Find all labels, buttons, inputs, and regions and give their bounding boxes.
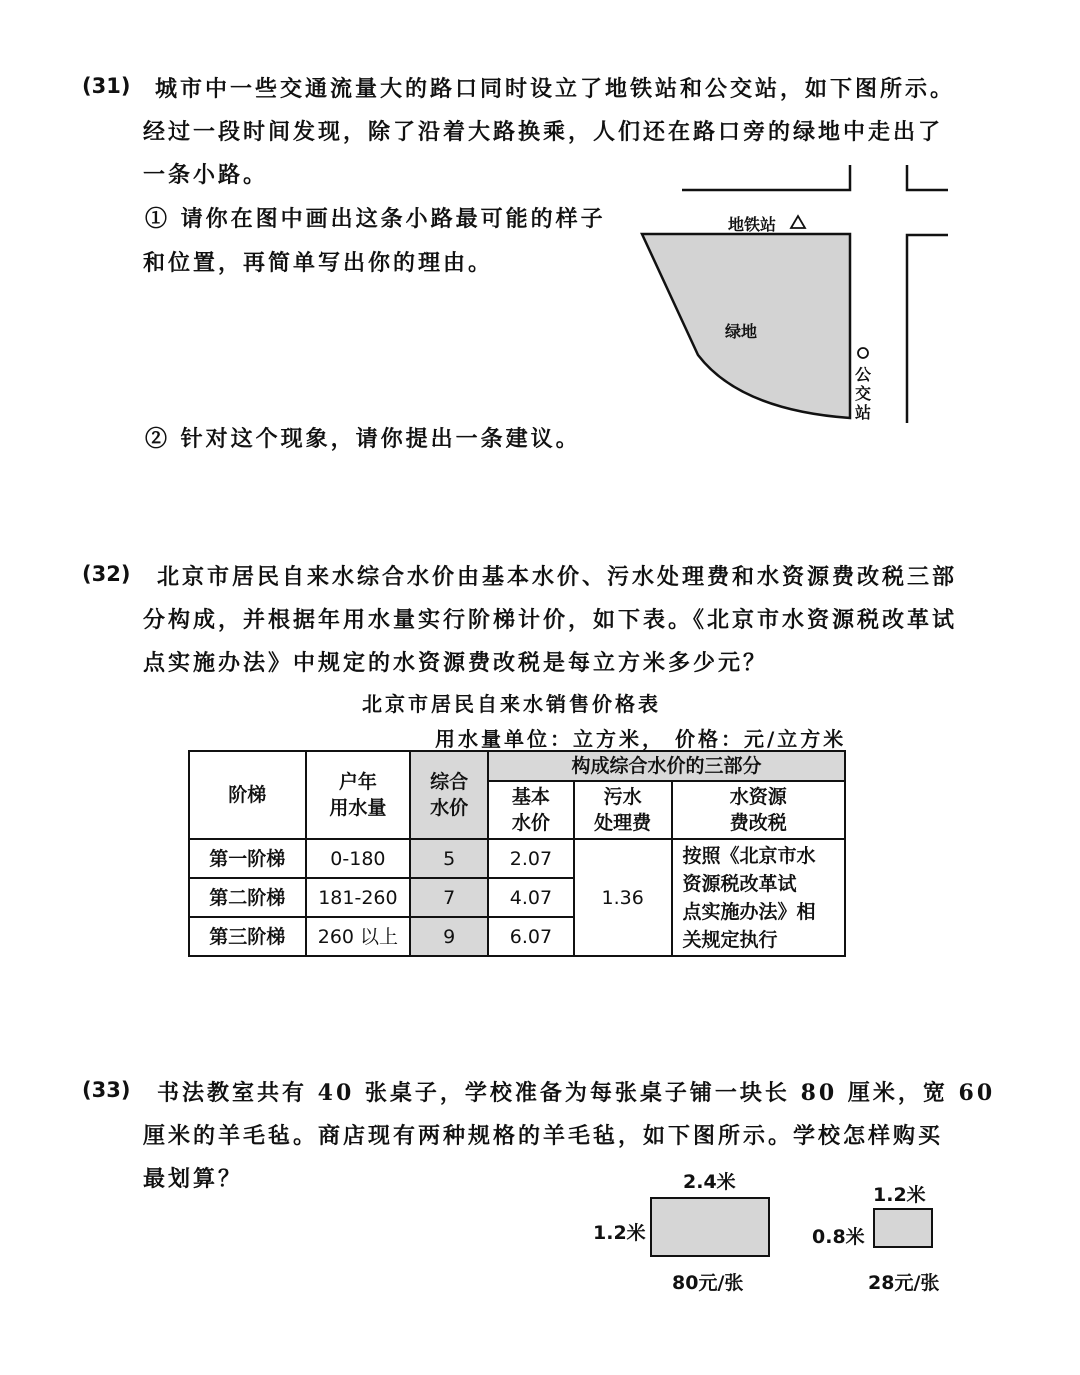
q31-sub1-line2: 和位置，再简单写出你的理由。 [143,250,494,276]
header-total-price: 综合 水价 [410,751,488,839]
header-sewage-fee: 污水 处理费 [574,781,672,839]
usage-cell: 0-180 [306,839,411,878]
header-tier: 阶梯 [189,751,306,839]
header-usage: 户年 用水量 [306,751,411,839]
tier-cell: 第二阶梯 [189,878,306,917]
q31-number: (31) [82,74,131,98]
total-price-cell: 9 [410,917,488,956]
q33-number: (33) [82,1078,131,1102]
basic-price-cell: 2.07 [488,839,574,878]
q33-text-line3: 最划算？ [143,1166,244,1192]
table-row [189,839,845,878]
subway-station-icon [791,216,805,228]
q32-text-line2: 分构成，并根据年用水量实行阶梯计价，如下表。《北京市水资源税改革试 [143,607,958,633]
tier-cell: 第三阶梯 [189,917,306,956]
table-unit: 用水量单位：立方米， 价格：元/立方米 [435,727,847,751]
header-three-parts: 构成综合水价的三部分 [488,751,845,781]
header-resource-tax: 水资源 费改税 [672,781,845,839]
q32-number: (32) [82,562,131,586]
usage-cell: 260 以上 [306,917,411,956]
small-felt-price: 28元/张 [868,1272,940,1294]
q32-text-line3: 点实施办法》中规定的水资源费改税是每立方米多少元？ [143,650,769,676]
bus-stop-label-1: 公 [855,365,872,384]
total-price-cell: 7 [410,878,488,917]
bus-stop-label-3: 站 [855,403,872,422]
small-felt-rectangle [873,1208,933,1248]
sewage-fee-cell: 1.36 [574,839,672,956]
price-table [188,750,846,957]
header-basic-price: 基本 水价 [488,781,574,839]
small-felt-width-label: 1.2米 [873,1184,926,1206]
road-edge-top-left [682,165,850,190]
q31-sub1-line1: ① 请你在图中画出这条小路最可能的样子 [145,206,606,232]
q33-text-line1: 书法教室共有 40 张桌子，学校准备为每张桌子铺一块长 80 厘米，宽 60 [157,1080,996,1106]
basic-price-cell: 4.07 [488,878,574,917]
large-felt-height-label: 1.2米 [593,1222,646,1244]
basic-price-cell: 6.07 [488,917,574,956]
usage-cell: 181-260 [306,878,411,917]
green-area-label: 绿地 [725,322,758,341]
q32-text-line1: 北京市居民自来水综合水价由基本水价、污水处理费和水资源费改税三部 [157,564,958,590]
large-felt-price: 80元/张 [672,1272,744,1294]
q31-text-line1: 城市中一些交通流量大的路口同时设立了地铁站和公交站，如下图所示。 [155,76,956,102]
small-felt-height-label: 0.8米 [812,1226,865,1248]
subway-station-label: 地铁站 [728,215,777,234]
q31-sub2: ② 针对这个现象，请你提出一条建议。 [145,426,581,452]
large-felt-rectangle [650,1197,770,1257]
intersection-map [620,155,960,435]
bus-stop-icon [858,348,868,358]
total-price-cell: 5 [410,839,488,878]
resource-tax-note: 按照《北京市水 资源税改革试 点实施办法》相 关规定执行 [672,839,845,956]
table-title: 北京市居民自来水销售价格表 [362,692,661,716]
q31-text-line3: 一条小路。 [143,162,269,188]
road-edge-right [907,235,948,423]
large-felt-width-label: 2.4米 [683,1171,736,1193]
road-edge-top-right [907,165,948,190]
tier-cell: 第一阶梯 [189,839,306,878]
q31-text-line2: 经过一段时间发现，除了沿着大路换乘，人们还在路口旁的绿地中走出了 [143,119,944,145]
bus-stop-label-2: 交 [855,384,872,403]
q33-text-line2: 厘米的羊毛毡。商店现有两种规格的羊毛毡，如下图所示。学校怎样购买 [143,1123,944,1149]
